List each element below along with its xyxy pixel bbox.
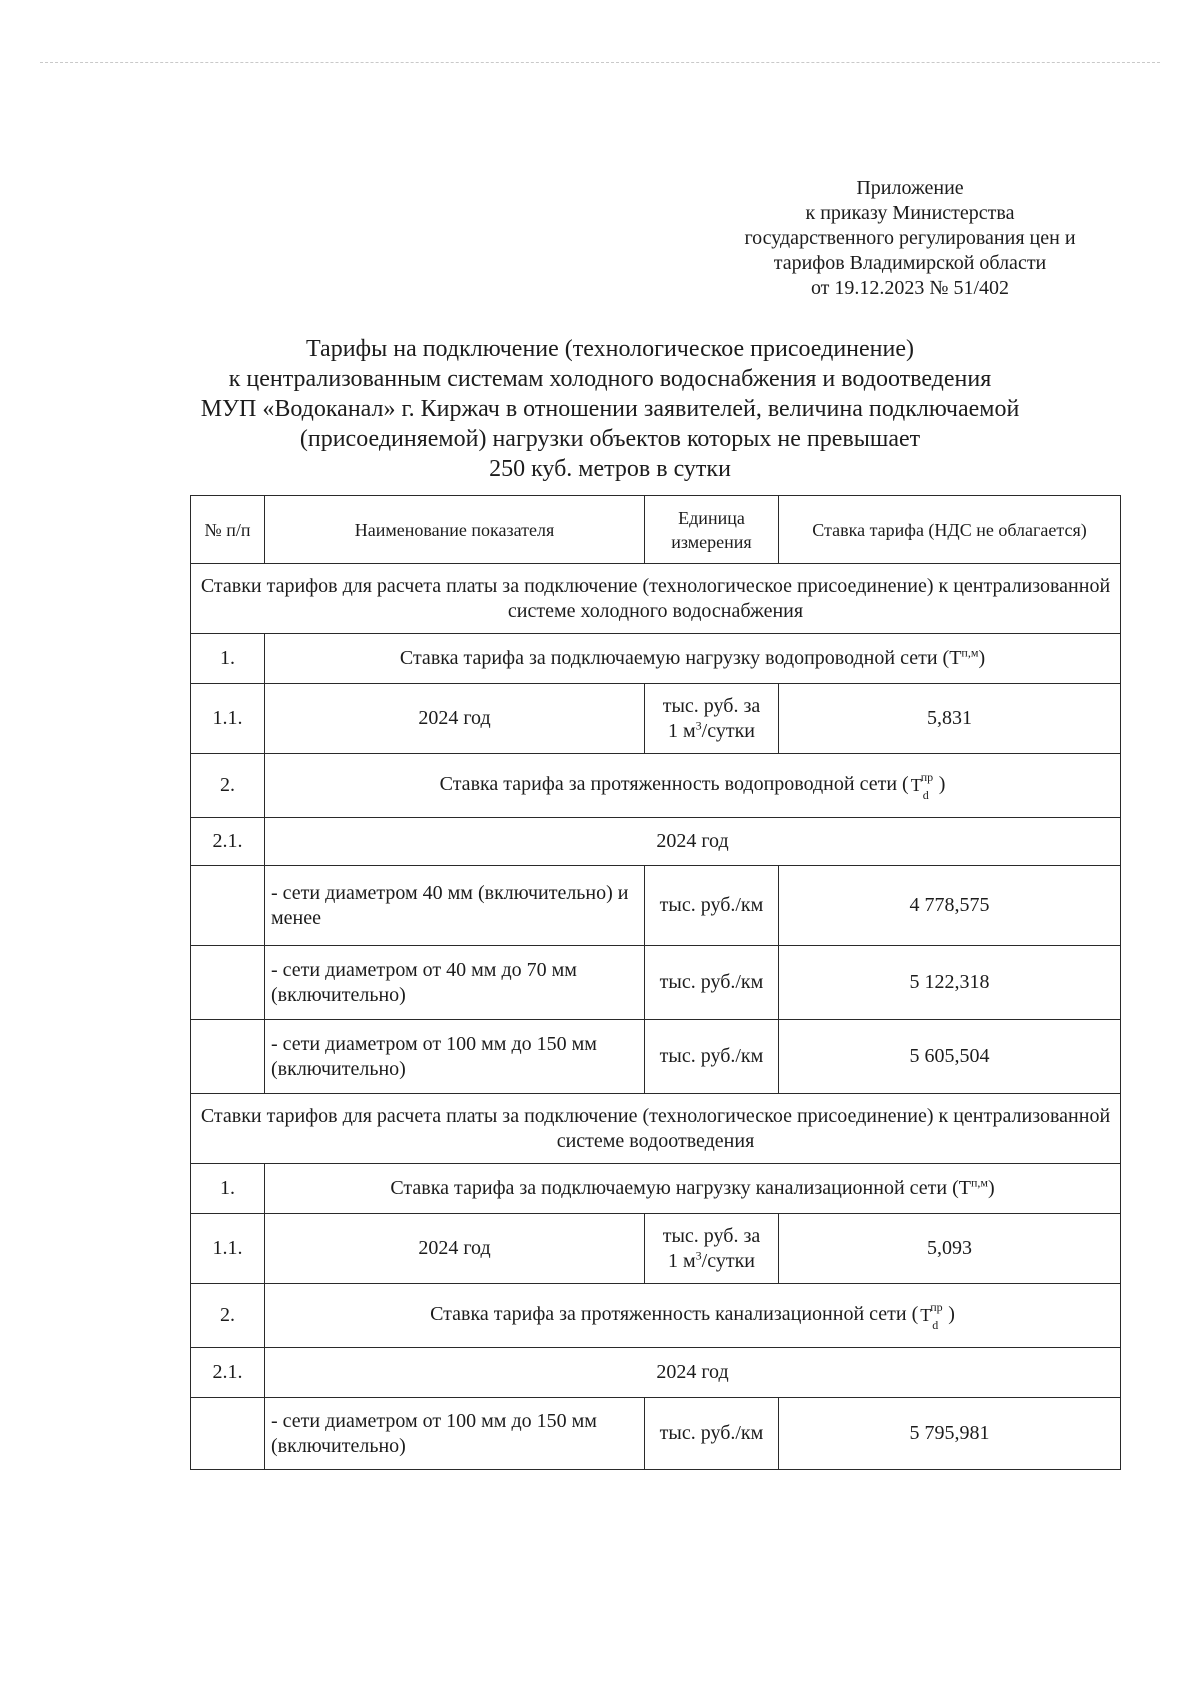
row-label: Ставка тарифа за подключаемую нагрузку канализационной сети $(Т^{п,м})$	[265, 1164, 1121, 1214]
appendix-line: государственного регулирования цен и	[744, 227, 1076, 249]
row-label: Ставка тарифа за протяженность канализационной сети ( T пр d )	[265, 1284, 1121, 1348]
row-num: 1.1.	[191, 684, 265, 754]
row-value: 5 122,318	[779, 946, 1121, 1020]
row-name: - сети диаметром от 100 мм до 150 мм (включительно)	[265, 1398, 645, 1470]
table-row	[191, 1020, 1121, 1094]
title-line: (присоединяемой) нагрузки объектов которых не превышает	[299, 426, 921, 452]
section-title-sewer: Ставки тарифов для расчета платы за подключение (технологическое присоединение) к централизованной системе водоотведения	[191, 1094, 1121, 1164]
table-row	[191, 1164, 1121, 1214]
tariff-table	[190, 495, 1121, 1470]
appendix-line: тарифов Владимирской области	[773, 252, 1047, 274]
row-value: 5,093	[779, 1214, 1121, 1284]
row-year: 2024 год	[265, 1214, 645, 1284]
row-label: Ставка тарифа за подключаемую нагрузку водопроводной сети $(Т^{п,м})$	[265, 634, 1121, 684]
header-unit: Единица измерения	[645, 496, 779, 564]
row-label: Ставка тарифа за протяженность водопроводной сети ( T пр d )	[265, 754, 1121, 818]
row-unit: тыс. руб./км	[645, 1020, 779, 1094]
table-row	[191, 818, 1121, 866]
tariff-symbol: T пр d	[920, 1299, 943, 1332]
row-num: 2.1.	[191, 818, 265, 866]
row-year: 2024 год	[265, 1348, 1121, 1398]
appendix-line: к приказу Министерства	[805, 202, 1015, 224]
row-year: 2024 год	[265, 684, 645, 754]
row-unit: тыс. руб./км	[645, 946, 779, 1020]
row-num: 1.	[191, 1164, 265, 1214]
row-num: 1.1.	[191, 1214, 265, 1284]
row-num: 2.1.	[191, 1348, 265, 1398]
row-value: 5 795,981	[779, 1398, 1121, 1470]
section-row-water	[191, 564, 1121, 634]
appendix-line: Приложение	[856, 177, 964, 199]
row-unit: тыс. руб./км	[645, 866, 779, 946]
row-value: 5 605,504	[779, 1020, 1121, 1094]
section-title-water: Ставки тарифов для расчета платы за подключение (технологическое присоединение) к централизованной системе холодного водоснабжения	[191, 564, 1121, 634]
table-row	[191, 684, 1121, 754]
row-name: - сети диаметром 40 мм (включительно) и менее	[265, 866, 645, 946]
row-num: 1.	[191, 634, 265, 684]
header-rate: Ставка тарифа (НДС не облагается)	[779, 496, 1121, 564]
row-unit: тыс. руб./км	[645, 1398, 779, 1470]
title-line: 250 куб. метров в сутки	[489, 456, 731, 482]
appendix-line: от 19.12.2023 № 51/402	[810, 277, 1010, 299]
row-num-empty	[191, 946, 265, 1020]
row-num-empty	[191, 1398, 265, 1470]
table-row	[191, 634, 1121, 684]
row-num-empty	[191, 866, 265, 946]
row-name: - сети диаметром от 40 мм до 70 мм (включительно)	[265, 946, 645, 1020]
row-num-empty	[191, 1020, 265, 1094]
row-value: 5,831	[779, 684, 1121, 754]
row-year: 2024 год	[265, 818, 1121, 866]
row-unit: тыс. руб. за 1 $м^3$/сутки	[645, 1214, 779, 1284]
table-row	[191, 1214, 1121, 1284]
table-row	[191, 1398, 1121, 1470]
table-header-row	[191, 496, 1121, 564]
title-line: Тарифы на подключение (технологическое присоединение)	[305, 336, 915, 362]
section-row-sewer	[191, 1094, 1121, 1164]
title-line: к централизованным системам холодного водоснабжения и водоотведения	[228, 366, 992, 392]
table-row	[191, 946, 1121, 1020]
table-row	[191, 1348, 1121, 1398]
tariff-symbol: T пр d	[910, 769, 934, 802]
title-line: МУП «Водоканал» г. Киржач в отношении заявителей, величина подключаемой	[200, 396, 1020, 422]
header-name: Наименование показателя	[265, 496, 645, 564]
row-unit: тыс. руб. за 1 $м^3$/сутки	[645, 684, 779, 754]
row-num: 2.	[191, 754, 265, 818]
header-num: № п/п	[191, 496, 265, 564]
row-num: 2.	[191, 1284, 265, 1348]
scan-artifact-line	[40, 62, 1160, 63]
document-title	[140, 334, 1080, 484]
table-row	[191, 1284, 1121, 1348]
row-value: 4 778,575	[779, 866, 1121, 946]
appendix-header	[690, 176, 1130, 301]
table-row	[191, 866, 1121, 946]
table-row	[191, 754, 1121, 818]
row-name: - сети диаметром от 100 мм до 150 мм (включительно)	[265, 1020, 645, 1094]
